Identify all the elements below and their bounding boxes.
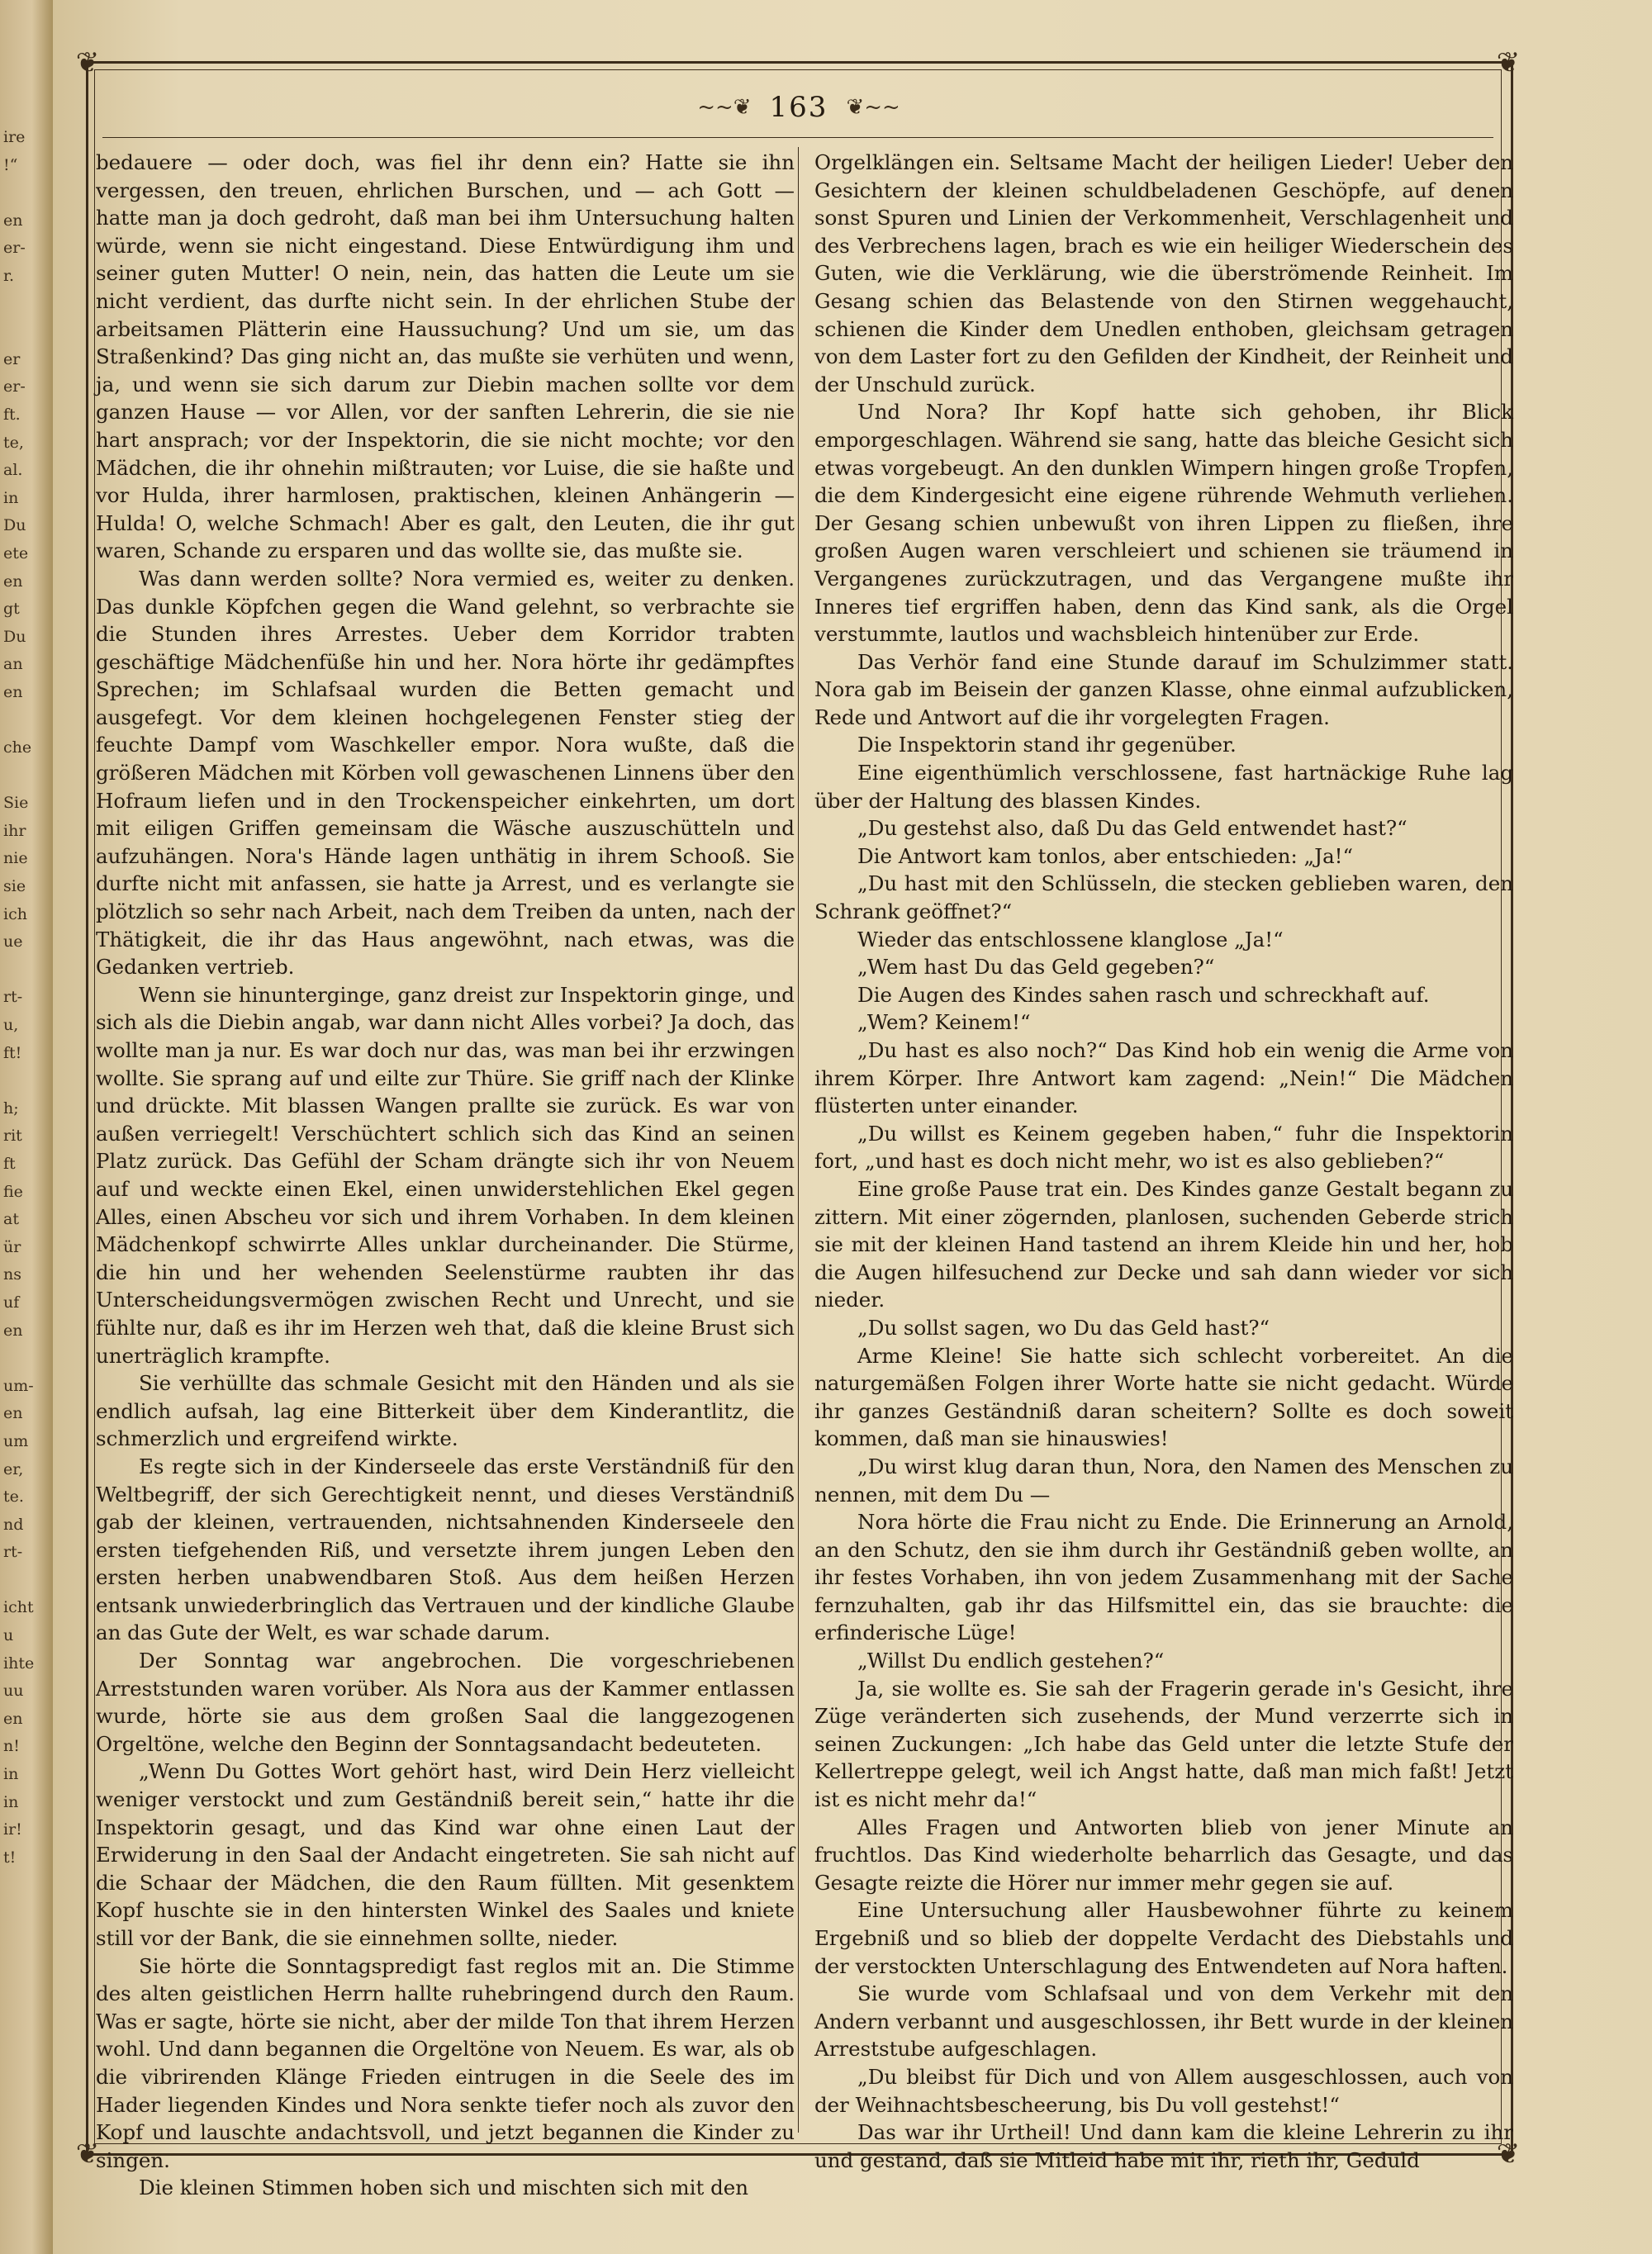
paragraph: „Du sollst sagen, wo Du das Geld hast?“ xyxy=(857,1315,1270,1340)
right-column xyxy=(814,149,1513,2172)
paragraph: Sie verhüllte das schmale Gesicht mit den Händen und als sie endlich aufsah, lag eine Bitterkeit über dem Kinderantlitz, die schmerzlich und ergreifend wirkte. xyxy=(96,1371,795,1451)
paragraph: Eine große Pause trat ein. Des Kindes ganze Gestalt begann zu zittern. Mit einer zögernden, planlosen, suchenden Geberde strich sie mit der kleinen Hand tastend an ihrem Kleide hin und her, hob die Augen hilfesuchend zur Decke und sah dann wieder vor sich nieder. xyxy=(814,1176,1513,1312)
paragraph: Orgelklängen ein. Seltsame Macht der heiligen Lieder! Ueber den Gesichtern der kleinen schuldbeladenen Geschöpfe, auf denen sonst Spuren und Linien der Verkommenheit, Verschlagenheit und des Verbrechens lagen, brach es wie ein heiliger Wiederschein des Guten, wie die Verklärung, wie die überströmende Reinheit. Im Gesang schien das Belastende von den Stirnen weggehaucht, schienen die Kinder dem Unedlen enthoben, gleichsam getragen von dem Laster fort zu den Gefilden der Kindheit, der Reinheit und der Unschuld zurück. xyxy=(814,150,1513,396)
previous-page-fragment: ire !“ en er- r. er er- ft. te, al. in Du ete en gt Du an en che Sie ihr nie sie ich ue rt- u, ft! h; rit ft fie at ür ns uf en um- en um er, te. nd rt- icht u ihte uu en n! in in ir! t! xyxy=(3,128,35,1867)
paragraph: Eine eigenthümlich verschlossene, fast hartnäckige Ruhe lag über der Haltung des blassen Kindes. xyxy=(814,761,1513,813)
paragraph: Alles Fragen und Antworten blieb von jener Minute an fruchtlos. Das Kind wiederholte beharrlich das Gesagte, und das Gesagte reizte die Hörer nur immer mehr gegen sie auf. xyxy=(814,1815,1513,1895)
paragraph: „Wem hast Du das Geld gegeben?“ xyxy=(857,955,1215,980)
header-ornament-left-icon: ~~❦ xyxy=(697,95,752,120)
paragraph: Eine Untersuchung aller Hausbewohner führte zu keinem Ergebniß und so blieb der doppelte Verdacht des Diebstahls und der verstockten Unterschlagung des Entwendeten auf Nora haften. xyxy=(814,1898,1513,1978)
paragraph: Nora hörte die Frau nicht zu Ende. Die Erinnerung an Arnold, an den Schutz, den sie ihm durch ihr Geständniß geben wollte, an ihr festes Vorhaben, ihn von jedem Zusammenhang mit der Sache fernzuhalten, gab ihr das Hilfsmittel ein, das sie brauchte: die erfinderische Lüge! xyxy=(814,1510,1513,1645)
paragraph: Sie hörte die Sonntagspredigt fast reglos mit an. Die Stimme des alten geistlichen Herrn hallte ruhebringend durch den Raum. Was er sagte, hörte sie nicht, aber der milde Ton that ihrem Herzen wohl. Und dann begannen die Orgeltöne von Neuem. Es war, als ob die vibrirenden Klänge Frieden eintrugen in die Seele des im Hader liegenden Kindes und Nora senkte tiefer noch als zuvor den Kopf und lauschte andachtsvoll, und jetzt begannen die Kinder zu singen. xyxy=(96,1953,795,2172)
paragraph: Was dann werden sollte? Nora vermied es, weiter zu denken. Das dunkle Köpfchen gegen die Wand gelehnt, so verbrachte sie die Stunden ihres Arrestes. Ueber dem Korridor trabten geschäftige Mädchenfüße hin und her. Nora hörte ihr gedämpftes Sprechen; im Schlafsaal wurden die Betten gemacht und ausgefegt. Vor dem kleinen hochgelegenen Fenster stieg der feuchte Dampf vom Waschkeller empor. Nora wußte, daß die größeren Mädchen mit Körben voll gewaschenen Linnens über den Hofraum liefen und in den Trockenspeicher einkehrten, um dort mit eiligen Griffen gemeinsam die Wäsche auszuschütteln und aufzuhängen. Nora's Hände lagen unthätig in ihrem Schooß. Sie durfte nicht mit anfassen, sie hatte ja Arrest, und es verlangte sie plötzlich so sehr nach Arbeit, nach dem Treiben da unten, nach der Thätigkeit, die ihr das Haus angewöhnt, nach etwas, was die Gedanken vertrieb. xyxy=(96,566,795,980)
paragraph: „Du willst es Keinem gegeben haben,“ fuhr die Inspektorin fort, „und hast es doch nicht mehr, wo ist es also geblieben?“ xyxy=(814,1121,1513,1174)
paragraph: Die Augen des Kindes sahen rasch und schreckhaft auf. xyxy=(857,982,1430,1007)
paragraph: Die Antwort kam tonlos, aber entschieden: „Ja!“ xyxy=(857,843,1354,868)
paragraph: Und Nora? Ihr Kopf hatte sich gehoben, ihr Blick emporgeschlagen. Während sie sang, hatte das bleiche Gesicht sich etwas vorgebeugt. An den dunklen Wimpern hingen große Tropfen, die dem Kindergesicht eine eigene rührende Wehmuth verliehen. Der Gesang schien unbewußt von ihren Lippen zu fließen, ihre großen Augen waren verschleiert und schienen sie träumend in Vergangenes zurückzutragen, und das Vergangene mußte ihr Inneres tief ergriffen haben, denn das Kind sank, als die Orgel verstummte, lautlos und wachsbleich hintenüber zur Erde. xyxy=(814,400,1513,647)
paragraph: Wieder das entschlossene klanglose „Ja!“ xyxy=(857,927,1284,951)
corner-ornament-icon: ❦ xyxy=(1496,46,1521,79)
paragraph: Arme Kleine! Sie hatte sich schlecht vorbereitet. An die naturgemäßen Folgen ihrer Worte hatte sie nicht gedacht. Würde ihr ganzes Geständniß daran scheitern? Sollte es doch soweit kommen, daß man sie hinauswies! xyxy=(814,1343,1513,1451)
paragraph: Ja, sie wollte es. Sie sah der Fragerin gerade in's Gesicht, ihre Züge veränderten sich zusehends, der Mund verzerrte sich in seinen Zuckungen: „Ich habe das Geld unter die letzte Stufe der Kellertreppe gelegt, weil ich Angst hatte, daß man mich faßt! Jetzt ist es nicht mehr da!“ xyxy=(814,1676,1513,1812)
paragraph: Es regte sich in der Kinderseele das erste Verständniß für den Weltbegriff, der sich Gerechtigkeit nennt, und dieses Verständniß gab der kleinen, vertrauenden, nichtsahnenden Kinderseele den ersten tiefgehenden Riß, und versetzte ihrem jungen Leben den ersten herben unabwendbaren Stoß. Aus dem heißen Herzen entsank unwiederbringlich das Vertrauen und der kindliche Glaube an das Gute der Welt, es war schade darum. xyxy=(96,1454,795,1645)
paragraph: Das war ihr Urtheil! Und dann kam die kleine Lehrerin zu ihr und gestand, daß sie Mitleid habe mit ihr, rieth ihr, Geduld xyxy=(814,2120,1513,2172)
corner-ornament-icon: ❦ xyxy=(75,2138,100,2171)
paragraph: „Willst Du endlich gestehen?“ xyxy=(857,1649,1165,1673)
paragraph: „Du gestehst also, daß Du das Geld entwendet hast?“ xyxy=(857,816,1408,841)
paragraph: „Wenn Du Gottes Wort gehört hast, wird Dein Herz vielleicht weniger verstockt und zum Geständniß bereit sein,“ hatte ihr die Inspektorin gesagt, und das Kind war ohne einen Laut der Erwiderung in den Saal der Andacht eingetreten. Sie sah nicht auf die Schaar der Mädchen, die den Raum füllten. Mit gesenktem Kopf huschte sie in den hintersten Winkel des Saales und kniete still vor der Bank, die sie einnehmen sollte, nieder. xyxy=(96,1759,795,1950)
paragraph: Das Verhör fand eine Stunde darauf im Schulzimmer statt. Nora gab im Beisein der ganzen Klasse, ohne einmal aufzublicken, Rede und Antwort auf die ihr vorgelegten Fragen. xyxy=(814,649,1513,729)
paragraph: bedauere — oder doch, was fiel ihr denn ein? Hatte sie ihn vergessen, den treuen, ehrlichen Burschen, und — ach Gott — hatte man ja doch gedroht, daß man bei ihm Untersuchung halten würde, wenn sie nicht eingestand. Diese Entwürdigung ihm und seiner guten Mutter! O nein, nein, das hatten die Leute um sie nicht verdient, das durfte nicht sein. In der ehrlichen Stube der arbeitsamen Plätterin eine Haussuchung? Und um sie, um das Straßenkind? Das ging nicht an, das mußte sie verhüten und wenn, ja, und wenn sie sich darum zur Diebin machen sollte vor dem ganzen Hause — vor Allen, vor der sanften Lehrerin, die sie nie hart ansprach; vor der Inspektorin, die sie nicht mochte; vor den Mädchen, die ihr ohnehin mißtrauten; vor Luise, die sie haßte und vor Hulda, ihrer harmlosen, praktischen, kleinen Anhängerin — Hulda! O, welche Schmach! Aber es galt, den Leuten, die ihr gut waren, Schande zu ersparen und das wollte sie, das mußte sie. xyxy=(96,150,795,563)
paragraph: Wenn sie hinunterginge, ganz dreist zur Inspektorin ginge, und sich als die Diebin angab, war dann nicht Alles vorbei? Ja doch, das wollte man ja nur. Es war doch nur das, was man bei ihr erzwingen wollte. Sie sprang auf und eilte zur Thüre. Sie griff nach der Klinke und drückte. Mit blassen Wangen prallte sie zurück. Es war von außen verriegelt! Verschüchtert schlich sich das Kind an seinen Platz zurück. Das Gefühl der Scham drängte sich ihr von Neuem auf und weckte einen Ekel, einen unwiderstehlichen Ekel gegen Alles, einen Abscheu vor sich und ihrem Vorhaben. In dem kleinen Mädchenkopf schwirrte Alles unklar durcheinander. Die Stürme, die hin und her wehenden Seelenstürme raubten ihr das Unterscheidungsvermögen zwischen Recht und Unrecht, und sie fühlte nur, daß es ihr im Herzen weh that, daß die kleine Brust sich unerträglich krampfte. xyxy=(96,982,795,1368)
paragraph: „Du wirst klug daran thun, Nora, den Namen des Menschen zu nennen, mit dem Du — xyxy=(814,1454,1513,1507)
paragraph: „Du hast es also noch?“ Das Kind hob ein wenig die Arme von ihrem Körper. Ihre Antwort kam zagend: „Nein!“ Die Mädchen flüsterten unter einander. xyxy=(814,1038,1513,1118)
paragraph: Der Sonntag war angebrochen. Die vorgeschriebenen Arreststunden waren vorüber. Als Nora aus der Kammer entlassen wurde, hörte sie aus dem großen Saal die langgezogenen Orgeltöne, welche den Beginn der Sonntagsandacht bedeuteten. xyxy=(96,1649,795,1756)
paragraph: Die Inspektorin stand ihr gegenüber. xyxy=(857,733,1237,757)
page-header xyxy=(94,84,1503,130)
column-divider xyxy=(798,147,799,2133)
previous-page-edge xyxy=(0,0,55,2254)
paragraph: „Du hast mit den Schlüsseln, die stecken geblieben waren, den Schrank geöffnet?“ xyxy=(814,871,1513,924)
corner-ornament-icon: ❦ xyxy=(75,46,100,79)
header-rule xyxy=(102,137,1493,138)
left-column xyxy=(96,149,795,2200)
paragraph: „Wem? Keinem!“ xyxy=(857,1010,1031,1035)
paragraph: „Du bleibst für Dich und von Allem ausgeschlossen, auch von der Weihnachtsbescheerung, bis Du voll gestehst!“ xyxy=(814,2064,1513,2117)
corner-ornament-icon: ❦ xyxy=(1496,2138,1521,2171)
page-number: 163 xyxy=(769,91,828,124)
paragraph: Sie wurde vom Schlafsaal und von dem Verkehr mit den Andern verbannt und ausgeschlossen, ihr Bett wurde in der kleinen Arreststube aufgeschlagen. xyxy=(814,1981,1513,2062)
header-ornament-right-icon: ❦~~ xyxy=(846,95,900,120)
paragraph: Die kleinen Stimmen hoben sich und mischten sich mit den xyxy=(139,2176,749,2200)
